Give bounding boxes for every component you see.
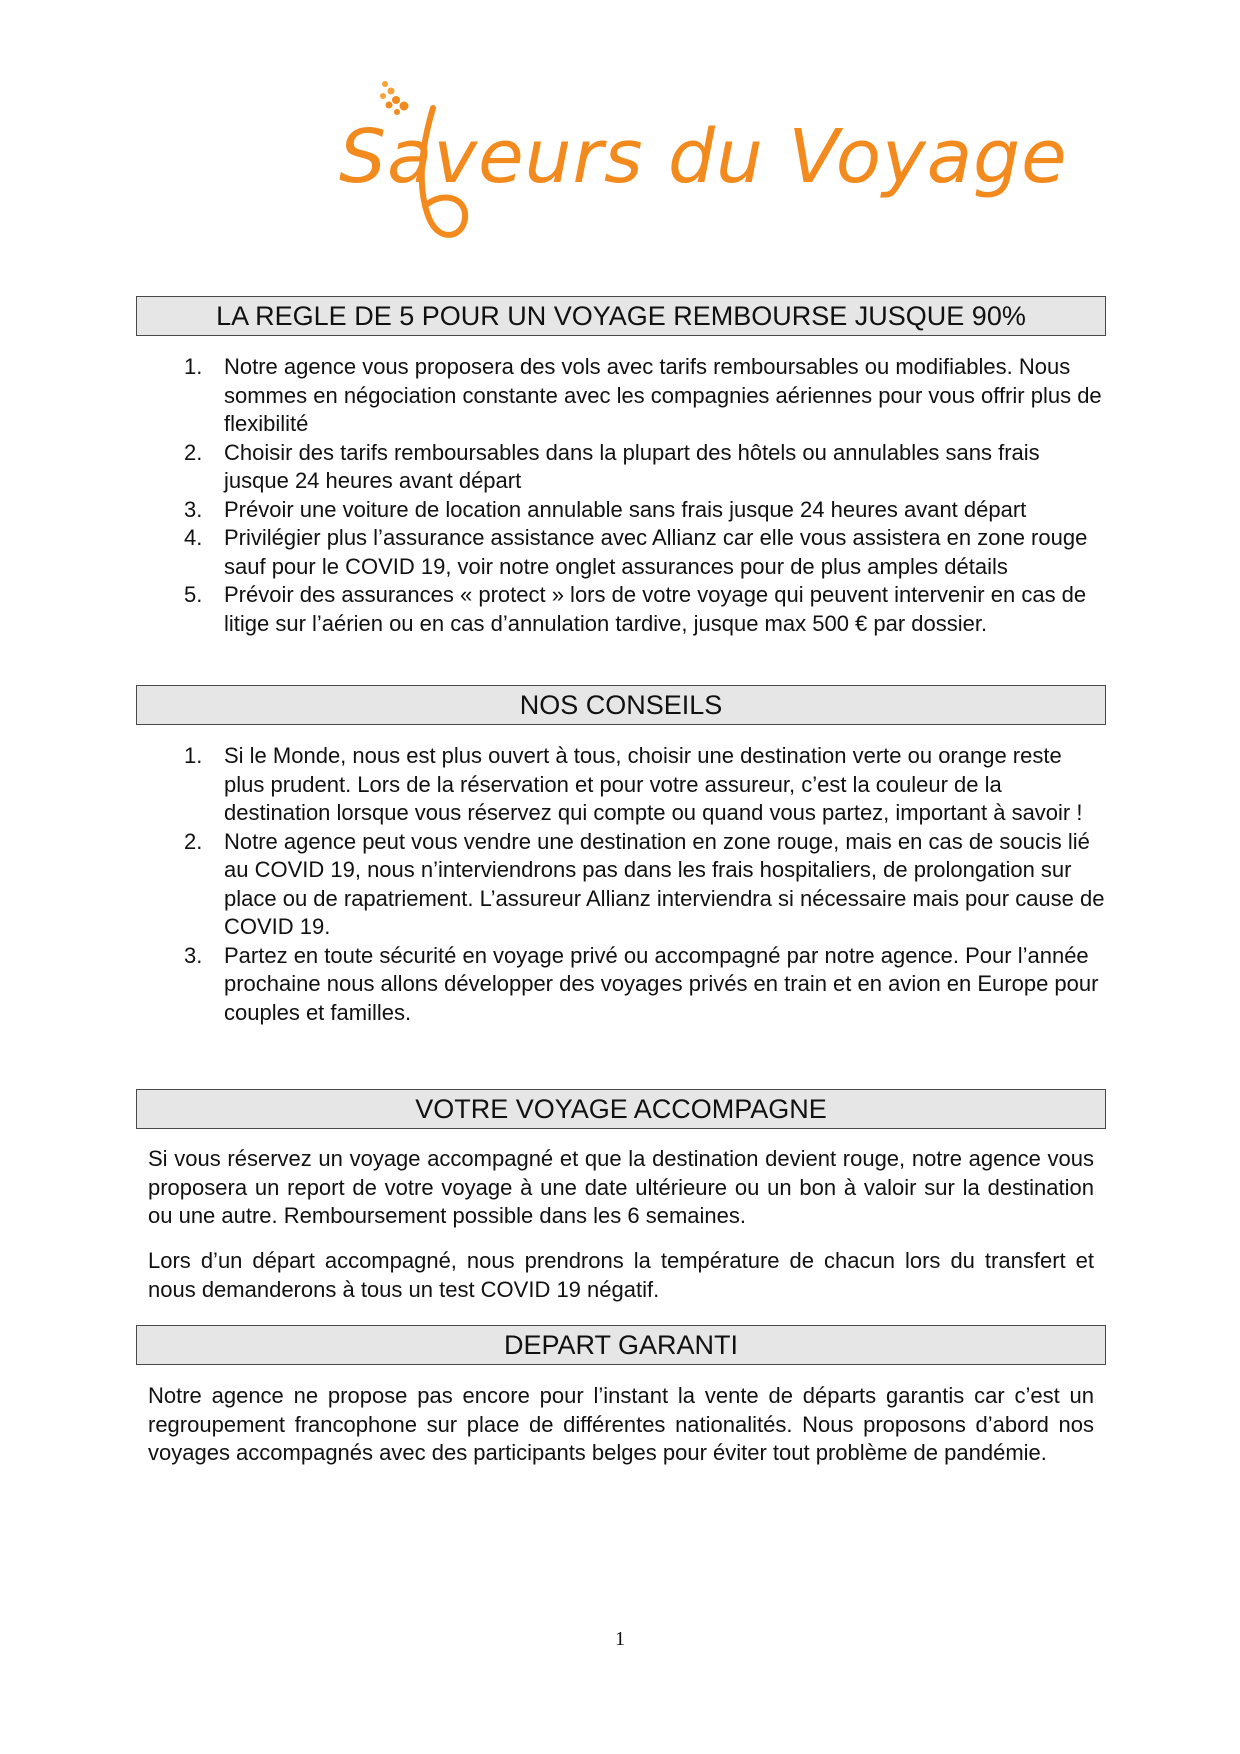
saveurs-du-voyage-logo <box>325 78 1068 258</box>
list-item <box>146 742 1106 828</box>
paragraph: Lors d’un départ accompagné, nous prendrons la température de chacun lors du transfert et nous demanderons à tous un test COVID 19 négatif. <box>148 1248 1094 1302</box>
regle-de-5-list <box>146 353 1106 638</box>
nos-conseils-list <box>146 742 1106 1027</box>
list-item <box>146 496 1106 525</box>
list-item <box>146 439 1106 496</box>
list-item-text: Partez en toute sécurité en voyage privé ou accompagné par notre agence. Pour l’année prochaine nous allons développer des voyages privés en train et en avion en Europe pour couples et familles. <box>224 942 1099 1025</box>
list-item-text: Privilégier plus l’assurance assistance avec Allianz car elle vous assistera en zone rouge sauf pour le COVID 19, voir notre onglet assurances pour de plus amples détails <box>224 525 1088 579</box>
heading-nos-conseils: NOS CONSEILS <box>136 685 1106 725</box>
list-number: 2. <box>184 439 203 465</box>
list-item <box>146 581 1106 638</box>
list-number: 5. <box>184 582 203 607</box>
list-item <box>146 828 1106 942</box>
list-number: 1. <box>184 354 203 379</box>
heading-regle-de-5: LA REGLE DE 5 POUR UN VOYAGE REMBOURSE JUSQUE 90% <box>136 296 1106 336</box>
logo-wordmark: Saveurs du Voyage <box>339 114 1068 200</box>
list-item-text: Prévoir des assurances « protect » lors de votre voyage qui peuvent intervenir en cas de litige sur l’aérien ou en cas d’annulation tardive, jusque max 500 € par dossier. <box>224 582 1087 636</box>
list-item <box>146 524 1106 581</box>
list-number: 3. <box>184 942 203 968</box>
list-number: 2. <box>184 828 203 854</box>
heading-votre-voyage-accompagne: VOTRE VOYAGE ACCOMPAGNE <box>136 1089 1106 1129</box>
list-item-text: Prévoir une voiture de location annulable sans frais jusque 24 heures avant départ <box>224 496 1027 522</box>
list-number: 3. <box>184 496 203 522</box>
list-number: 1. <box>184 743 203 768</box>
list-item-text: Si le Monde, nous est plus ouvert à tous, choisir une destination verte ou orange reste plus prudent. Lors de la réservation et pour votre assureur, c’est la couleur de la destination lorsque vous réservez qui compte ou quand vous partez, important à savoir ! <box>224 743 1083 825</box>
paragraph: Notre agence ne propose pas encore pour l’instant la vente de départs garantis car c’est un regroupement francophone sur place de différentes nationalités. Nous proposons d’abord nos voyages accompagnés avec des participants belges pour éviter tout problème de pandémie. <box>148 1383 1094 1465</box>
paragraph: Si vous réservez un voyage accompagné et que la destination devient rouge, notre agence vous proposera un report de votre voyage à une date ultérieure ou un bon à valoir sur la destination ou une autre. Remboursement possible dans les 6 semaines. <box>148 1146 1094 1228</box>
list-item <box>146 942 1106 1028</box>
page-number: 1 <box>615 1628 625 1650</box>
heading-depart-garanti: DEPART GARANTI <box>136 1325 1106 1365</box>
list-number: 4. <box>184 525 203 550</box>
list-item <box>146 353 1106 439</box>
list-item-text: Choisir des tarifs remboursables dans la plupart des hôtels ou annulables sans frais jusque 24 heures avant départ <box>224 439 1040 493</box>
list-item-text: Notre agence peut vous vendre une destination en zone rouge, mais en cas de soucis lié au COVID 19, nous n’interviendrons pas dans les frais hospitaliers, de prolongation sur place ou de rapatriement. L’assureur Allianz interviendra si nécessaire mais pour cause de COVID 19. <box>224 828 1105 939</box>
list-item-text: Notre agence vous proposera des vols avec tarifs remboursables ou modifiables. Nous sommes en négociation constante avec les compagnies aériennes pour vous offrir plus de flexibilité <box>224 354 1102 436</box>
